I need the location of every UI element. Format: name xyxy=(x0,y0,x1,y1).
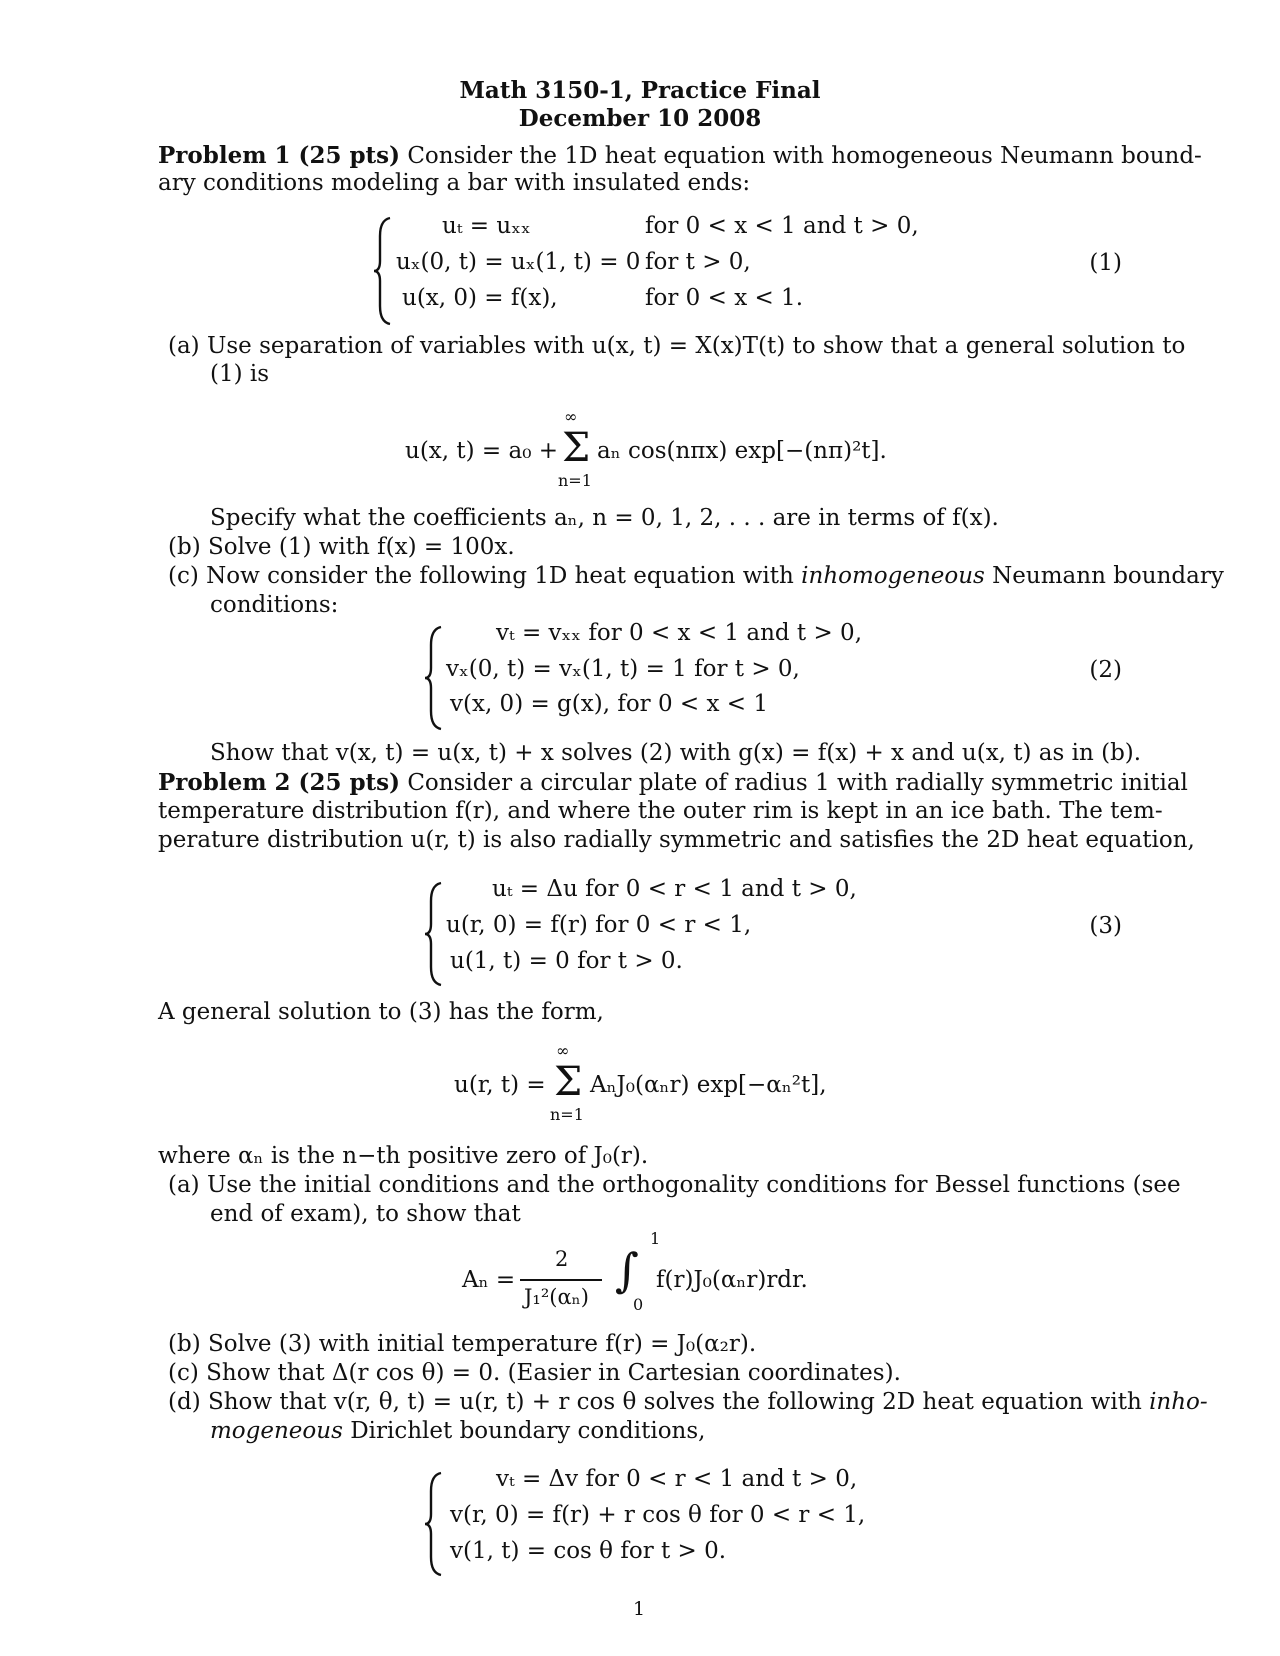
integral-sign: ∫ xyxy=(615,1243,639,1297)
An-lhs: Aₙ = xyxy=(462,1267,516,1293)
system-2-eq-3: v(x, 0) = g(x), for 0 < x < 1 xyxy=(450,691,769,717)
An-numerator: 2 xyxy=(555,1247,569,1271)
problem-2b: (b) Solve (3) with initial temperature f(r) = J₀(α₂r). xyxy=(168,1331,757,1357)
system-1-cond-2: for t > 0, xyxy=(645,249,751,275)
sum-2-rhs: AₙJ₀(αₙr) exp[−αₙ²t], xyxy=(590,1072,827,1098)
problem-2d-emphasis-a: inho- xyxy=(1149,1389,1208,1415)
system-4-eq-3: v(1, t) = cos θ for t > 0. xyxy=(450,1538,727,1564)
problem-1c-text-b: Neumann boundary xyxy=(984,563,1224,589)
problem-2-intro-text: Consider a circular plate of radius 1 with radially symmetric initial xyxy=(407,770,1188,796)
An-fraction-bar xyxy=(520,1279,602,1281)
system-2-eq-1: vₜ = vₓₓ for 0 < x < 1 and t > 0, xyxy=(496,620,863,646)
system-3-eq-3: u(1, t) = 0 for t > 0. xyxy=(450,948,683,974)
problem-1c-show: Show that v(x, t) = u(x, t) + x solves (2) with g(x) = f(x) + x and u(x, t) as in (b). xyxy=(210,740,1142,766)
integral-lower-limit: 0 xyxy=(633,1295,644,1314)
problem-2-intro xyxy=(158,768,1188,798)
problem-2-intro-line3: perature distribution u(r, t) is also radially symmetric and satisfies the 2D heat equation, xyxy=(158,827,1195,853)
problem-2a-line2: end of exam), to show that xyxy=(210,1201,521,1227)
system-4-eq-2: v(r, 0) = f(r) + r cos θ for 0 < r < 1, xyxy=(450,1502,866,1528)
problem-1-intro-line2: ary conditions modeling a bar with insulated ends: xyxy=(158,170,751,196)
problem-2-intro-line2: temperature distribution f(r), and where the outer rim is kept in an ice bath. The tem- xyxy=(158,798,1163,824)
sum-1-upper-limit: ∞ xyxy=(564,407,578,426)
problem-2d-text-b: Dirichlet boundary conditions, xyxy=(342,1418,706,1444)
sum-2-upper-limit: ∞ xyxy=(556,1041,570,1060)
problem-1a-line1: (a) Use separation of variables with u(x, t) = X(x)T(t) to show that a general solution to xyxy=(168,333,1186,359)
equation-number-1: (1) xyxy=(1089,250,1122,276)
system-3-eq-1: uₜ = Δu for 0 < r < 1 and t > 0, xyxy=(492,876,857,902)
page-number: 1 xyxy=(633,1598,646,1620)
system-2-brace xyxy=(423,625,445,731)
problem-1c-line2: conditions: xyxy=(210,592,339,618)
problem-1c-emphasis: inhomogeneous xyxy=(801,563,985,589)
exam-date: December 10 2008 xyxy=(518,105,762,132)
system-1-cond-3: for 0 < x < 1. xyxy=(645,285,804,311)
problem-1a-specify: Specify what the coefficients aₙ, n = 0, 1, 2, . . . are in terms of f(x). xyxy=(210,505,999,531)
integral-upper-limit: 1 xyxy=(650,1229,661,1248)
sum-2-lhs: u(r, t) = xyxy=(454,1072,546,1098)
equation-number-2: (2) xyxy=(1089,657,1122,683)
system-1-brace xyxy=(372,216,394,326)
problem-2d-emphasis-b: mogeneous xyxy=(210,1418,343,1444)
problem-2-label: Problem 2 (25 pts) xyxy=(158,769,400,796)
problem-1-label: Problem 1 (25 pts) xyxy=(158,142,400,169)
system-1-eq-1: uₜ = uₓₓ xyxy=(442,213,531,239)
system-3-brace xyxy=(423,881,445,987)
An-denominator: J₁²(αₙ) xyxy=(524,1285,589,1309)
sum-1-lower-limit: n=1 xyxy=(558,471,592,490)
problem-1-intro xyxy=(158,141,1202,171)
system-3-eq-2: u(r, 0) = f(r) for 0 < r < 1, xyxy=(446,912,752,938)
system-1-eq-3: u(x, 0) = f(x), xyxy=(402,285,558,311)
problem-2d-line2 xyxy=(210,1417,706,1446)
exam-title: Math 3150-1, Practice Final xyxy=(459,77,821,104)
problem-2d-line1 xyxy=(168,1388,1208,1417)
sum-2-lower-limit: n=1 xyxy=(550,1105,584,1124)
sum-1-lhs: u(x, t) = a₀ + xyxy=(405,438,559,464)
integral-body: f(r)J₀(αₙr)rdr. xyxy=(656,1267,808,1293)
system-2-eq-2: vₓ(0, t) = vₓ(1, t) = 1 for t > 0, xyxy=(446,656,800,682)
problem-1a-line2: (1) is xyxy=(210,361,270,387)
sum-1-rhs: aₙ cos(nπx) exp[−(nπ)²t]. xyxy=(597,438,887,464)
problem-2d-text: (d) Show that v(r, θ, t) = u(r, t) + r cos θ solves the following 2D heat equation with xyxy=(168,1389,1150,1415)
problem-1-intro-text: Consider the 1D heat equation with homogeneous Neumann bound- xyxy=(407,143,1202,169)
system-1-eq-2: uₓ(0, t) = uₓ(1, t) = 0 xyxy=(396,249,641,275)
problem-2-general-solution: A general solution to (3) has the form, xyxy=(158,999,604,1025)
problem-2-where: where αₙ is the n−th positive zero of J₀(r). xyxy=(158,1143,649,1169)
system-1-cond-1: for 0 < x < 1 and t > 0, xyxy=(645,213,919,239)
equation-number-3: (3) xyxy=(1089,913,1122,939)
problem-1c-line1 xyxy=(168,562,1224,591)
sum-2-sigma: Σ xyxy=(554,1059,583,1105)
problem-1b: (b) Solve (1) with f(x) = 100x. xyxy=(168,534,515,560)
problem-1c-text-a: (c) Now consider the following 1D heat equation with xyxy=(168,563,802,589)
problem-2a-line1: (a) Use the initial conditions and the orthogonality conditions for Bessel functions (see xyxy=(168,1172,1181,1198)
problem-2c: (c) Show that Δ(r cos θ) = 0. (Easier in Cartesian coordinates). xyxy=(168,1360,901,1386)
system-4-eq-1: vₜ = Δv for 0 < r < 1 and t > 0, xyxy=(496,1466,858,1492)
sum-1-sigma: Σ xyxy=(562,425,591,471)
system-4-brace xyxy=(423,1471,445,1577)
